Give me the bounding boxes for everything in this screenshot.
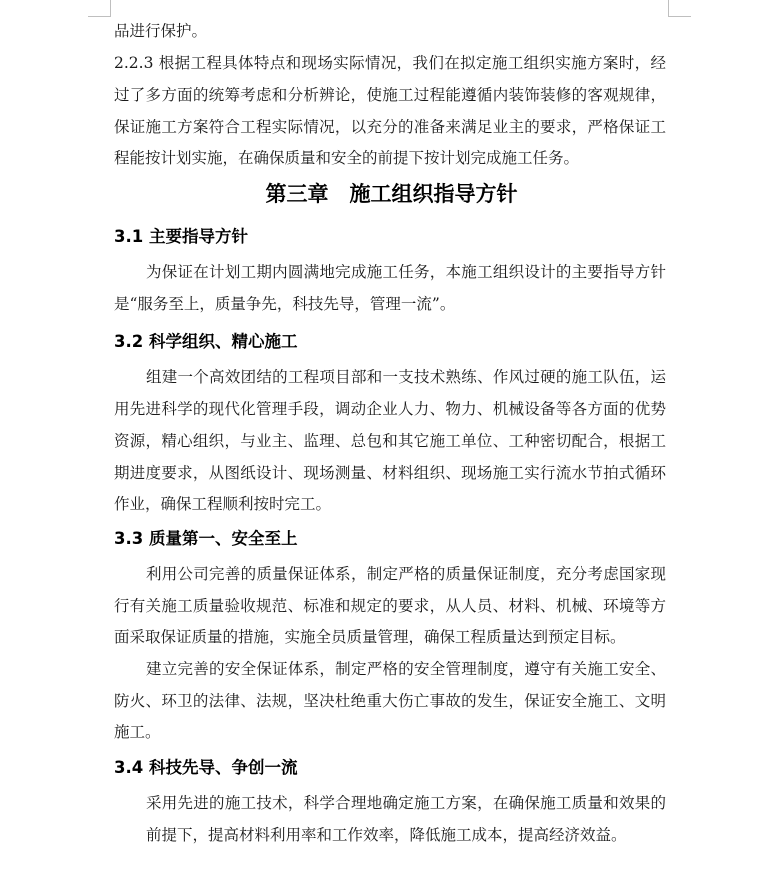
- body-line: 作业，确保工程顺利按时完工。: [114, 495, 332, 513]
- body-line: 利用公司完善的质量保证体系，制定严格的质量保证制度，充分考虑国家现: [146, 565, 666, 583]
- body-line: 面采取保证质量的措施，实施全员质量管理，确保工程质量达到预定目标。: [114, 628, 626, 646]
- body-line: 建立完善的安全保证体系，制定严格的安全管理制度，遵守有关施工安全、: [146, 660, 666, 678]
- body-line: 组建一个高效团结的工程项目部和一支技术熟练、作风过硬的施工队伍，运: [146, 368, 666, 386]
- chapter-title: 第三章 施工组织指导方针: [265, 182, 518, 206]
- body-line: 2.2.3 根据工程具体特点和现场实际情况，我们在拟定施工组织实施方案时，经: [114, 54, 666, 72]
- body-line: 用先进科学的现代化管理手段，调动企业人力、物力、机械设备等各方面的优势: [114, 400, 666, 418]
- body-line: 程能按计划实施，在确保质量和安全的前提下按计划完成施工任务。: [114, 149, 580, 167]
- page-corner-mark-left: [88, 0, 111, 17]
- section-heading: 3.1 主要指导方针: [114, 227, 248, 246]
- body-line: 是“服务至上，质量争先，科技先导，管理一流”。: [114, 295, 456, 313]
- body-line: 为保证在计划工期内圆满地完成施工任务，本施工组织设计的主要指导方针: [146, 263, 666, 281]
- body-line: 行有关施工质量验收规范、标准和规定的要求，从人员、材料、机械、环境等方: [114, 597, 666, 615]
- section-heading: 3.4 科技先导、争创一流: [114, 758, 298, 777]
- body-line: 施工。: [114, 723, 161, 741]
- page-corner-mark-right: [668, 0, 691, 17]
- body-line: 前提下，提高材料利用率和工作效率，降低施工成本，提高经济效益。: [146, 826, 627, 844]
- section-heading: 3.3 质量第一、安全至上: [114, 529, 298, 548]
- body-line: 期进度要求，从图纸设计、现场测量、材料组织、现场施工实行流水节拍式循环: [114, 464, 666, 482]
- section-heading: 3.2 科学组织、精心施工: [114, 332, 298, 351]
- body-line: 资源，精心组织，与业主、监理、总包和其它施工单位、工种密切配合，根据工: [114, 432, 666, 450]
- body-line: 保证施工方案符合工程实际情况，以充分的准备来满足业主的要求，严格保证工: [114, 118, 666, 136]
- body-line: 过了多方面的统筹考虑和分析辨论，使施工过程能遵循内装饰装修的客观规律，: [114, 86, 666, 104]
- body-line: 采用先进的施工技术，科学合理地确定施工方案，在确保施工质量和效果的: [146, 794, 666, 812]
- body-line: 防火、环卫的法律、法规，坚决杜绝重大伤亡事故的发生，保证安全施工、文明: [114, 692, 666, 710]
- body-line: 品进行保护。: [114, 22, 208, 40]
